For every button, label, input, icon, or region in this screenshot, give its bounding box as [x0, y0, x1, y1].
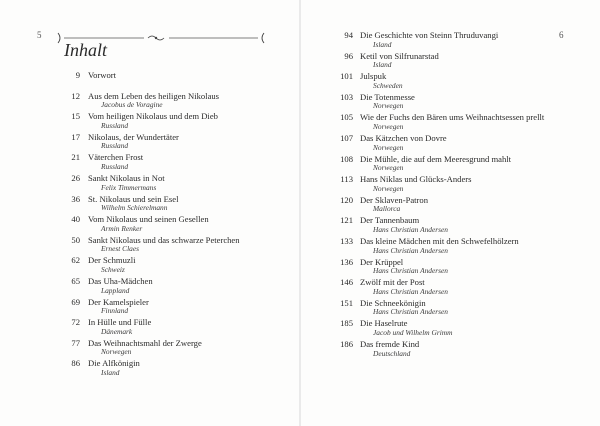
- toc-author-origin: Norwegen: [101, 347, 132, 357]
- toc-author-origin: Russland: [101, 141, 129, 151]
- toc-page-number: 12: [71, 90, 80, 101]
- toc-page-number: 9: [75, 70, 80, 80]
- toc-page-number: 151: [340, 297, 353, 308]
- toc-page-number: 65: [71, 275, 80, 286]
- toc-story-title: Julspuk: [360, 71, 387, 82]
- toc-page-number: 146: [340, 277, 353, 288]
- toc-story-title: Sankt Nikolaus und das schwarze Peterchen: [88, 234, 240, 245]
- toc-author-origin: Norwegen: [373, 163, 404, 173]
- toc-story-title: Das Weihnachtsmahl der Zwerge: [88, 337, 202, 348]
- toc-story-title: Der Sklaven-Patron: [360, 194, 429, 205]
- toc-story-title: Zwölf mit der Post: [360, 277, 425, 288]
- toc-author-origin: Armin Renker: [101, 223, 143, 233]
- toc-page-number: 96: [344, 50, 353, 61]
- toc-author-origin: Island: [373, 60, 392, 70]
- right-page: [300, 0, 600, 426]
- toc-page-number: 136: [340, 256, 353, 267]
- toc-page-number: 108: [340, 153, 353, 164]
- toc-page-number: 17: [71, 131, 80, 142]
- toc-author-origin: Wilhelm Schierelmann: [101, 203, 168, 213]
- toc-author-origin: Island: [373, 39, 392, 49]
- toc-page-number: 40: [71, 214, 80, 225]
- toc-story-title: Ketil von Silfrunarstad: [360, 50, 439, 61]
- toc-story-title: In Hülle und Fülle: [88, 317, 152, 328]
- toc-page-number: 120: [340, 194, 353, 205]
- toc-author-origin: Jacob und Wilhelm Grimm: [373, 327, 453, 337]
- toc-author-origin: Norwegen: [373, 183, 404, 193]
- toc-author-origin: Island: [101, 367, 120, 377]
- toc-story-title: Sankt Nikolaus in Not: [88, 172, 165, 183]
- toc-page-number: 185: [340, 318, 353, 329]
- toc-story-title: Vom heiligen Nikolaus und dem Dieb: [88, 111, 218, 122]
- toc-story-title: Das fremde Kind: [360, 338, 420, 349]
- toc-author-origin: Schweiz: [101, 264, 125, 274]
- toc-author-origin: Hans Christian Andersen: [373, 224, 449, 234]
- toc-page-number: 69: [71, 296, 80, 307]
- page-number-right: 6: [559, 30, 564, 40]
- toc-story-title: Der Krüppel: [360, 256, 404, 267]
- toc-story-title: Väterchen Frost: [88, 152, 144, 163]
- toc-story-title: Die Alfkönigin: [88, 358, 140, 369]
- toc-story-title: Der Kamelspieler: [88, 296, 149, 307]
- toc-story-title: Die Schneekönigin: [360, 297, 426, 308]
- toc-story-title: Aus dem Leben des heiligen Nikolaus: [88, 90, 220, 101]
- toc-page-number: 101: [340, 71, 353, 82]
- toc-author-origin: Norwegen: [373, 121, 404, 131]
- toc-page-number: 86: [71, 358, 80, 369]
- toc-story-title: Der Tannenbaum: [360, 215, 420, 226]
- toc-author-origin: Russland: [101, 120, 129, 130]
- toc-author-origin: Felix Timmermans: [101, 182, 157, 192]
- toc-page-number: 36: [71, 193, 80, 204]
- toc-page-number: 103: [340, 91, 353, 102]
- toc-author-origin: Hans Christian Andersen: [373, 307, 449, 317]
- toc-author-origin: Mallorca: [373, 204, 401, 214]
- toc-story-title: Die Mühle, die auf dem Meeresgrund mahlt: [360, 153, 512, 164]
- toc-story-title: Vorwort: [88, 70, 117, 80]
- toc-page-number: 77: [71, 337, 80, 348]
- toc-author-origin: Russland: [101, 161, 129, 171]
- toc-story-title: Vom Nikolaus und seinen Gesellen: [88, 214, 209, 225]
- toc-author-origin: Hans Christian Andersen: [373, 286, 449, 296]
- toc-author-origin: Lappland: [101, 285, 130, 295]
- toc-page-number: 107: [340, 132, 353, 143]
- toc-page-number: 133: [340, 235, 353, 246]
- toc-story-title: Die Totenmesse: [360, 91, 415, 102]
- toc-title: Inhalt: [64, 40, 107, 60]
- toc-story-title: Das kleine Mädchen mit den Schwefelhölzern: [360, 235, 519, 246]
- toc-story-title: Nikolaus, der Wundertäter: [88, 131, 179, 142]
- toc-page-number: 26: [71, 172, 80, 183]
- toc-author-origin: Jacobus de Voragine: [101, 100, 163, 110]
- toc-author-origin: Norwegen: [373, 142, 404, 152]
- toc-author-origin: Schweden: [373, 80, 403, 90]
- toc-story-title: Wie der Fuchs den Bären ums Weihnachtsessen prellt: [360, 112, 545, 123]
- toc-story-title: St. Nikolaus und sein Esel: [88, 193, 179, 204]
- toc-page-number: 121: [340, 215, 353, 226]
- toc-author-origin: Dänemark: [101, 326, 133, 336]
- toc-page-number: 186: [340, 338, 353, 349]
- toc-author-origin: Ernest Claes: [101, 244, 139, 254]
- page-number-left: 5: [37, 30, 42, 40]
- toc-story-title: Hans Niklas und Glücks-Anders: [360, 174, 472, 185]
- toc-author-origin: Finnland: [101, 306, 129, 316]
- toc-page-number: 94: [344, 30, 353, 40]
- toc-page-number: 50: [71, 234, 80, 245]
- toc-page-number: 105: [340, 112, 353, 123]
- toc-author-origin: Hans Christian Andersen: [373, 266, 449, 276]
- toc-page-number: 113: [340, 174, 353, 185]
- toc-page-number: 62: [71, 255, 80, 266]
- toc-story-title: Das Kätzchen von Dovre: [360, 132, 447, 143]
- toc-story-title: Die Haselrute: [360, 318, 408, 329]
- toc-author-origin: Hans Christian Andersen: [373, 245, 449, 255]
- toc-page-number: 72: [71, 317, 80, 328]
- toc-page-number: 15: [71, 111, 80, 122]
- toc-story-title: Die Geschichte von Steinn Thruduvangi: [360, 30, 499, 40]
- toc-author-origin: Deutschland: [373, 348, 411, 358]
- toc-page-number: 21: [71, 152, 80, 163]
- toc-story-title: Das Uha-Mädchen: [88, 275, 153, 286]
- toc-author-origin: Norwegen: [373, 101, 404, 111]
- toc-story-title: Der Schmuzli: [88, 255, 136, 266]
